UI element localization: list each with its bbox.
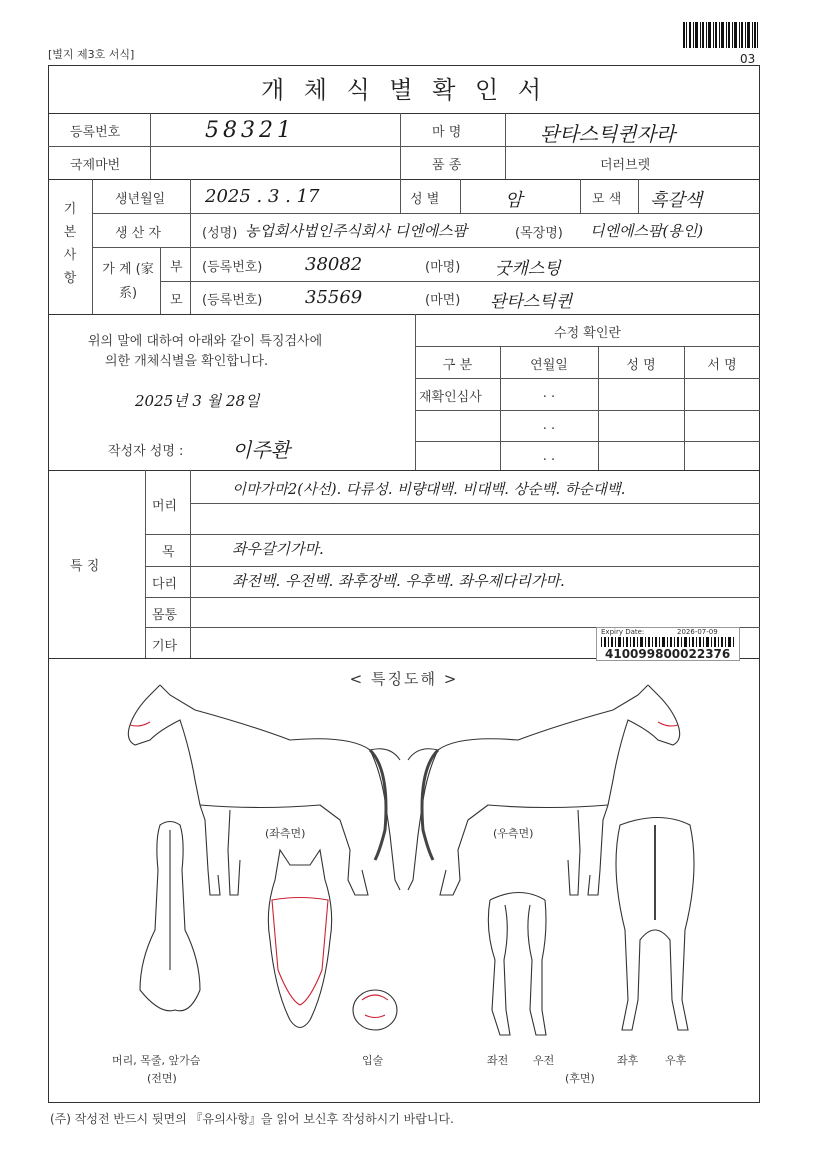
horse-name-value: 돤타스틱퀸자라 [540,122,676,146]
statement-line1: 위의 말에 대하여 아래와 같이 특징검사에 [88,334,323,349]
divider [92,179,93,314]
front-legs-drawing [488,893,546,1036]
divider [150,113,151,179]
writer-label: 작성자 성명 : [108,444,184,459]
legs-label: 다리 [152,577,178,592]
sire-reg-label: (등록번호) [202,260,263,275]
sire-label: 부 [170,260,183,275]
head-label: 머리 [152,499,178,514]
divider [145,470,146,658]
divider [460,179,461,213]
amend-col-name: 성 명 [626,358,656,373]
sticker-barcode [601,637,735,647]
lips-label: 입술 [362,1054,384,1067]
divider [160,281,760,282]
breed-label: 품 종 [432,158,462,173]
sex-value: 암 [505,190,523,211]
diagram-title: < 특징도해 > [349,670,459,688]
dam-reg-value: 35569 [305,287,363,308]
producer-name-value: 농업회사법인주식회사 디엔에스팜 [245,222,468,240]
rear-label: (후면) [565,1072,595,1085]
birth-value: 2025 . 3 . 17 [205,186,320,207]
divider [190,179,191,314]
breed-value: 더러브렛 [600,158,651,173]
divider [92,247,760,248]
intl-name-label: 국제마번 [70,158,121,173]
leg-right-front-label: 우전 [533,1054,555,1067]
farm-value: 디엔에스팜(용인) [590,222,704,240]
dam-name-label: (마면) [425,293,461,308]
producer-label: 생 산 자 [115,226,161,241]
neck-value: 좌우갈기가마. [232,540,324,558]
left-side-horse-drawing [128,685,400,895]
divider [415,346,760,347]
dam-name-value: 돤타스틱퀸 [490,292,573,312]
hind-legs-drawing [616,818,694,1031]
top-barcode [683,22,758,48]
divider [190,470,191,658]
horse-name-label: 마 명 [432,125,462,140]
amend-col-date: 연월일 [530,358,568,373]
divider [400,179,401,213]
divider [92,213,760,214]
right-side-label: (우측면) [493,827,534,840]
head-front-drawing [268,850,331,1028]
expiry-value: 2026-07-09 [677,628,718,636]
divider [415,410,760,411]
amend-row3-date: . . [542,449,556,464]
divider [580,179,581,213]
color-label: 모 색 [592,192,622,207]
divider [505,113,506,179]
leg-left-front-label: 좌전 [487,1054,509,1067]
body-label: 몸통 [152,608,178,623]
basic-info-section-label: 기 본 사 항 [63,202,77,286]
front-view-drawing [140,822,200,1011]
divider [48,179,760,180]
divider [415,378,760,379]
right-side-horse-drawing [408,685,680,895]
front-label: (전면) [147,1072,177,1085]
divider [145,597,760,598]
dam-reg-label: (등록번호) [202,293,263,308]
divider [48,113,760,114]
amend-col-category: 구 분 [442,358,473,373]
feature-diagram [100,670,710,1100]
divider [48,314,760,315]
divider [160,247,161,314]
registration-value: 58321 [205,118,295,143]
legs-value: 좌전백. 우전백. 좌후장백. 우후백. 좌우제다리가마. [232,572,565,590]
divider [400,113,401,179]
features-section-label: 특 징 [70,559,100,574]
footer-note: (주) 작성전 반드시 뒷면의 『유의사항』을 읽어 보신후 작성하시기 바랍니다. [50,1112,454,1126]
sex-label: 성 별 [410,192,440,207]
sire-reg-value: 38082 [305,254,363,275]
front-caption: 머리, 목줄, 앞가슴 [112,1054,201,1067]
amend-row2-date: . . [542,418,556,433]
page-number: 03 [740,52,756,66]
divider [415,441,760,442]
sticker-code: 410099800022376 [605,647,731,661]
divider [48,470,760,471]
expiry-label: Expiry Date: [601,628,645,636]
amend-title: 수정 확인란 [554,326,621,341]
color-value: 흑갈색 [650,190,703,211]
leg-right-hind-label: 우후 [665,1054,687,1067]
sire-name-label: (마명) [425,260,461,275]
divider [145,534,760,535]
confirm-date: 2025년 3 월 28일 [135,392,260,410]
amend-col-sign: 서 명 [707,358,737,373]
farm-label: (목장명) [515,226,563,241]
amend-row1-date: . . [542,386,556,401]
form-title: 개 체 식 별 확 인 서 [260,76,548,104]
producer-name-label: (성명) [202,226,238,241]
left-side-label: (좌측면) [265,827,306,840]
dam-label: 모 [170,293,183,308]
etc-label: 기타 [152,639,178,654]
sire-name-value: 굿캐스팅 [495,259,561,279]
lips-drawing [353,990,397,1030]
divider [190,503,760,504]
leg-left-hind-label: 좌후 [617,1054,639,1067]
neck-label: 목 [162,545,175,560]
birth-label: 생년월일 [115,192,166,207]
writer-value: 이주환 [232,438,290,462]
expiry-sticker [596,627,740,661]
lineage-label: 가 계 (家系) [102,262,154,301]
divider [145,566,760,567]
amend-row1-category: 재확인심사 [419,390,482,405]
statement-line2: 의한 개체식별을 확인합니다. [105,354,269,369]
head-value: 이마가마2(사선). 다류성. 비량대백. 비대백. 상순백. 하순대백. [232,482,626,498]
form-tag: [별지 제3호 서식] [48,48,135,61]
registration-label: 등록번호 [70,125,121,140]
divider [638,179,639,213]
